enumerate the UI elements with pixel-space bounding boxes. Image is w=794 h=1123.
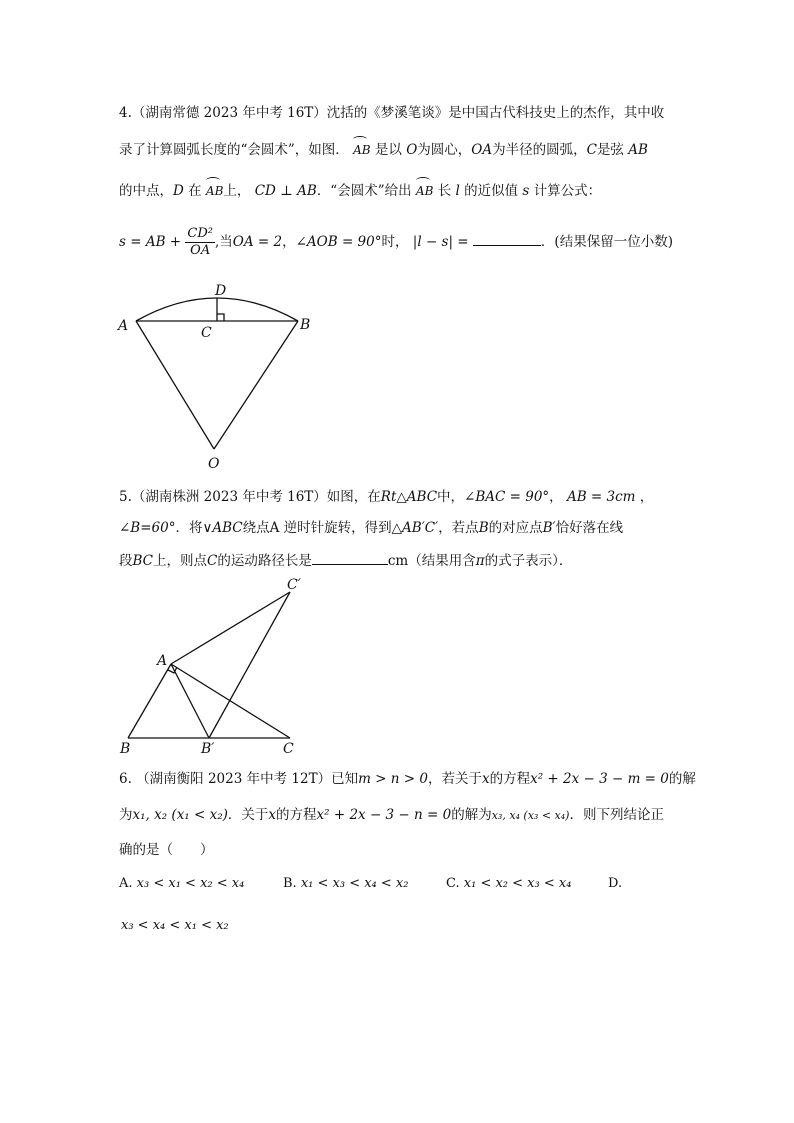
segment-ob bbox=[214, 321, 298, 449]
q5-math: BC bbox=[132, 553, 154, 569]
q4-math: ∠AOB = 90° bbox=[295, 234, 382, 250]
q5-text: ， bbox=[549, 489, 563, 505]
q4-text: 是弦 bbox=[596, 142, 624, 158]
q5-math: △AB′C′ bbox=[391, 520, 439, 536]
label-c-prime: C′ bbox=[287, 577, 301, 593]
arc-ab: AB bbox=[416, 181, 433, 201]
segment-b-prime-c-prime bbox=[209, 592, 290, 738]
q4-math: OA bbox=[471, 142, 493, 158]
q6-math: x² + 2x − 3 − n = 0 bbox=[316, 807, 452, 823]
q4-text: 录了计算圆弧长度的“会圆术”，如图． bbox=[119, 142, 349, 158]
q6-math: x bbox=[268, 807, 277, 823]
q6-math: x² + 2x − 3 − m = 0 bbox=[530, 771, 669, 787]
q5-text: cm（结果用含 bbox=[387, 553, 476, 569]
q5-math: B bbox=[478, 520, 489, 536]
q5-text: 中， bbox=[437, 489, 465, 505]
label-a: A bbox=[118, 318, 129, 334]
segment-ab bbox=[128, 664, 171, 738]
q4-text: 在 bbox=[188, 183, 202, 199]
q6-text: ．关于 bbox=[227, 807, 269, 823]
q4-text: ．“会圆术”给出 bbox=[316, 183, 412, 199]
option-text: x₃ < x₁ < x₂ < x₄ bbox=[136, 876, 245, 891]
option-b[interactable] bbox=[283, 876, 408, 891]
q5-math: π bbox=[475, 553, 485, 569]
q4-math: s bbox=[522, 183, 530, 199]
q4-math: C bbox=[586, 142, 597, 158]
q6-line-1 bbox=[119, 769, 696, 789]
option-label: A. bbox=[119, 876, 133, 891]
option-d[interactable] bbox=[608, 876, 622, 891]
option-text: x₃ < x₄ < x₁ < x₂ bbox=[121, 918, 229, 933]
q6-text: 的解为 bbox=[451, 807, 492, 823]
option-text: x₁ < x₂ < x₃ < x₄ bbox=[463, 876, 572, 891]
option-label: B. bbox=[283, 876, 297, 891]
label-d: D bbox=[215, 283, 227, 299]
q5-math: Rt△ABC bbox=[380, 489, 438, 505]
label-c: C bbox=[201, 325, 212, 341]
option-text: x₁ < x₃ < x₄ < x₂ bbox=[300, 876, 409, 891]
q4-math: O bbox=[406, 142, 418, 158]
q5-math: ∨ABC bbox=[202, 520, 243, 536]
q6-text: 的方程 bbox=[489, 771, 531, 787]
q5-math: AB = 3cm bbox=[566, 489, 636, 505]
right-angle-mark bbox=[217, 314, 224, 321]
option-d-text[interactable] bbox=[121, 918, 229, 933]
option-c[interactable] bbox=[446, 876, 571, 891]
segment-ac-prime bbox=[171, 592, 290, 664]
q4-text: ,当 bbox=[215, 234, 233, 250]
label-b: B bbox=[120, 741, 131, 757]
q4-text: ．(结果保留一位小数) bbox=[540, 234, 673, 250]
label-b: B bbox=[300, 317, 311, 333]
q6-math: x₁, x₂ (x₁ < x₂) bbox=[132, 807, 228, 823]
q6-text: 6. （湖南衡阳 2023 年中考 12T）已知 bbox=[119, 771, 359, 787]
q4-text: 4.（湖南常德 2023 年中考 16T）沈括的《梦溪笔谈》是中国古代科技史上的杰作，其中收 bbox=[119, 105, 665, 121]
numerator: CD² bbox=[187, 226, 213, 241]
segment-ac bbox=[171, 664, 290, 738]
q5-text: 的运动路径长是 bbox=[217, 553, 312, 569]
option-label: D. bbox=[608, 876, 623, 891]
q6-text: ．则下列结论正 bbox=[569, 807, 664, 823]
label-o: O bbox=[208, 456, 220, 472]
label-a: A bbox=[157, 653, 168, 669]
q4-math: D bbox=[173, 183, 184, 199]
arc-ab: AB bbox=[353, 140, 370, 160]
q5-text: 绕点A 逆时针旋转，得到 bbox=[242, 520, 392, 536]
q5-text: 恰好落在线 bbox=[555, 520, 624, 536]
q5-text: 上，则点 bbox=[153, 553, 208, 569]
q4-math: l bbox=[455, 183, 460, 199]
q4-math: |l − s| = bbox=[412, 234, 469, 250]
q6-text: 的解 bbox=[668, 771, 696, 787]
q5-math: ∠B=60° bbox=[119, 520, 176, 536]
q4-text: 的中点， bbox=[119, 183, 173, 199]
option-label: C. bbox=[446, 876, 460, 891]
q6-math: x bbox=[481, 771, 490, 787]
label-b-prime: B′ bbox=[201, 741, 215, 757]
q6-text: 的方程 bbox=[276, 807, 317, 823]
q5-text: 的对应点 bbox=[488, 520, 543, 536]
q5-line-2 bbox=[119, 518, 623, 538]
q4-text: 为半径的圆弧， bbox=[492, 142, 587, 158]
q5-math: C bbox=[207, 553, 218, 569]
q5-text: 段 bbox=[119, 553, 133, 569]
denominator: OA bbox=[190, 243, 211, 258]
q6-text: 为 bbox=[119, 807, 133, 823]
answer-blank[interactable] bbox=[312, 550, 388, 565]
q4-math: OA = 2 bbox=[232, 234, 283, 250]
q5-line-1 bbox=[119, 487, 653, 507]
q5-math: ∠BAC = 90° bbox=[464, 489, 550, 505]
q5-math: B′ bbox=[542, 520, 556, 536]
label-c: C bbox=[283, 741, 294, 757]
q6-line-3 bbox=[119, 840, 214, 860]
q4-text: 为圆心， bbox=[417, 142, 472, 158]
q5-line-3 bbox=[119, 550, 572, 571]
option-a[interactable] bbox=[119, 876, 244, 891]
q6-line-2 bbox=[119, 805, 664, 826]
q4-text: 时， bbox=[381, 234, 409, 250]
q4-text: ， bbox=[282, 234, 296, 250]
q4-text: 计算公式： bbox=[533, 183, 602, 199]
q4-text: 上， bbox=[223, 183, 251, 199]
q5-text: ， bbox=[639, 489, 654, 505]
q6-text: ，若关于 bbox=[427, 771, 482, 787]
q4-formula: s = AB + bbox=[119, 234, 182, 250]
q4-text: 是以 bbox=[374, 142, 402, 158]
q5-text: ，若点 bbox=[438, 520, 479, 536]
q5-text: 5.（湖南株洲 2023 年中考 16T）如图，在 bbox=[119, 489, 381, 505]
q6-text: 确的是（ ） bbox=[119, 842, 214, 858]
q4-math: CD ⊥ AB bbox=[254, 183, 317, 199]
q4-text: 长 bbox=[437, 183, 452, 199]
arc-ab: AB bbox=[206, 181, 223, 201]
q4-math: AB bbox=[628, 142, 648, 158]
q6-math: x₃, x₄ (x₃ < x₄) bbox=[491, 809, 570, 822]
q5-text: 的式子表示）． bbox=[484, 553, 573, 569]
figure-triangles bbox=[128, 592, 290, 738]
q6-math: m > n > 0 bbox=[358, 771, 428, 787]
q4-text: 的近似值 bbox=[464, 183, 519, 199]
q5-text: ．将 bbox=[175, 520, 203, 536]
